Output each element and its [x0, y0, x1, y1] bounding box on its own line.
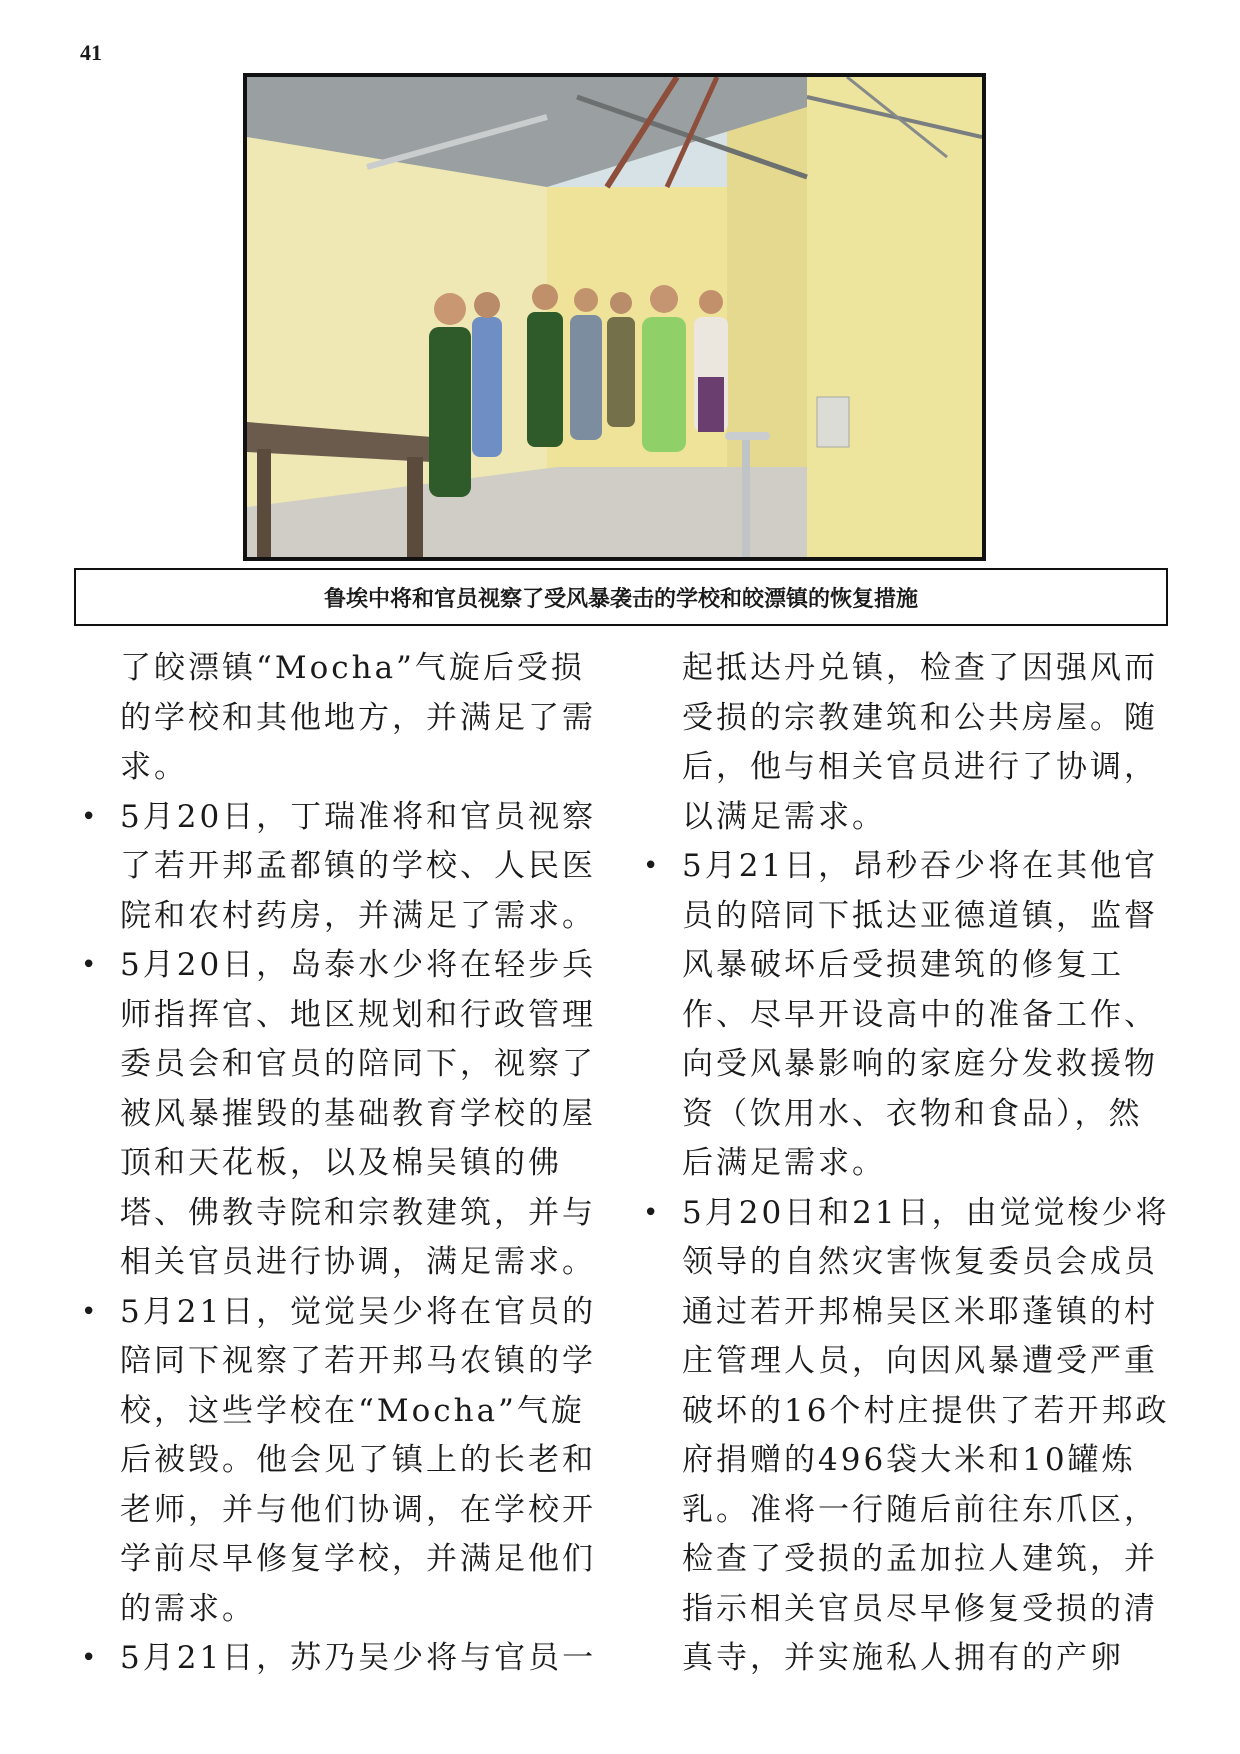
- line-text: 资（饮用水、衣物和食品），然: [682, 1095, 1143, 1132]
- text-line: [120, 1387, 610, 1437]
- text-line: [682, 892, 1172, 942]
- line-text: 指示相关官员尽早修复受损的清: [682, 1590, 1158, 1627]
- text-line: [120, 1486, 610, 1536]
- line-text: 师指挥官、地区规划和行政管理: [120, 996, 596, 1033]
- text-line: [120, 892, 610, 942]
- line-text: 破坏的16个村庄提供了若开邦政: [682, 1392, 1170, 1429]
- line-text: 起抵达丹兑镇，检查了因强风而: [682, 650, 1158, 686]
- text-line: [682, 1634, 1172, 1684]
- line-text: 以满足需求。: [682, 798, 886, 835]
- text-line: [682, 1535, 1172, 1585]
- left-column: [81, 644, 610, 1684]
- bullet-line: [81, 1634, 610, 1684]
- text-line: [682, 694, 1172, 744]
- bullet-line: [81, 793, 610, 843]
- line-text: 了皎漂镇“Mocha”气旋后受损: [120, 650, 585, 686]
- text-line: [120, 1585, 610, 1635]
- caption-text: 鲁埃中将和官员视察了受风暴袭击的学校和皎漂镇的恢复措施: [323, 586, 918, 612]
- news-photo: [243, 73, 986, 561]
- text-line: [120, 1139, 610, 1189]
- photo-caption: [74, 568, 1168, 626]
- line-text: 后满足需求。: [682, 1145, 886, 1181]
- text-line: [120, 1040, 610, 1090]
- bullet-icon: •: [81, 1296, 100, 1327]
- bullet-line: [81, 941, 610, 991]
- line-text: 府捐赠的496袋大米和10罐炼: [682, 1442, 1136, 1478]
- line-text: 领导的自然灾害恢复委员会成员: [682, 1244, 1158, 1280]
- line-text: 的需求。: [120, 1590, 256, 1627]
- text-line: [682, 1238, 1172, 1288]
- line-text: 向受风暴影响的家庭分发救援物: [682, 1046, 1158, 1082]
- text-line: [120, 743, 610, 793]
- bullet-icon: •: [643, 1197, 662, 1228]
- line-text: 的学校和其他地方，并满足了需: [120, 699, 596, 736]
- text-line: [682, 1337, 1172, 1387]
- line-text: 风暴破坏后受损建筑的修复工: [682, 947, 1124, 983]
- text-line: [120, 1189, 610, 1239]
- line-text: 受损的宗教建筑和公共房屋。随: [682, 699, 1158, 736]
- line-text: 员的陪同下抵达亚德道镇，监督: [682, 897, 1158, 934]
- line-text: 塔、佛教寺院和宗教建筑，并与: [120, 1194, 596, 1231]
- text-line: [682, 1486, 1172, 1536]
- line-text: 校，这些学校在“Mocha”气旋: [120, 1392, 585, 1429]
- bullet-line: [643, 842, 1172, 892]
- line-text: 陪同下视察了若开邦马农镇的学: [120, 1343, 596, 1379]
- line-text: 院和农村药房，并满足了需求。: [120, 897, 596, 934]
- text-line: [682, 1585, 1172, 1635]
- text-line: [682, 743, 1172, 793]
- text-line: [120, 842, 610, 892]
- bullet-icon: •: [81, 950, 100, 980]
- bullet-icon: •: [81, 801, 100, 832]
- bullet-line: [81, 1288, 610, 1338]
- text-line: [120, 694, 610, 744]
- text-line: [682, 644, 1172, 694]
- line-text: 求。: [120, 749, 188, 785]
- line-text: 了若开邦孟都镇的学校、人民医: [120, 848, 596, 884]
- line-text: 顶和天花板，以及棉吴镇的佛: [120, 1145, 562, 1181]
- text-line: [682, 1040, 1172, 1090]
- line-text: 作、尽早开设高中的准备工作、: [682, 996, 1158, 1033]
- text-line: [120, 1238, 610, 1288]
- line-text: 相关官员进行协调，满足需求。: [120, 1244, 596, 1280]
- line-text: 5月20日，岛泰水少将在轻步兵: [120, 947, 597, 983]
- line-text: 老师，并与他们协调，在学校开: [120, 1491, 596, 1528]
- text-line: [682, 1387, 1172, 1437]
- text-line: [682, 1436, 1172, 1486]
- line-text: 乳。准将一行随后前往东爪区，: [682, 1491, 1158, 1528]
- line-text: 真寺，并实施私人拥有的产卵: [682, 1640, 1124, 1676]
- line-text: 5月21日，觉觉吴少将在官员的: [120, 1293, 597, 1330]
- page-number: 41: [80, 40, 102, 65]
- bullet-icon: •: [643, 851, 662, 881]
- line-text: 后，他与相关官员进行了协调，: [682, 749, 1158, 785]
- line-text: 后被毁。他会见了镇上的长老和: [120, 1442, 596, 1478]
- text-line: [120, 1535, 610, 1585]
- line-text: 5月20日，丁瑞准将和官员视察: [120, 798, 597, 835]
- text-line: [120, 1436, 610, 1486]
- line-text: 5月21日，苏乃吴少将与官员一: [120, 1640, 597, 1676]
- bullet-icon: •: [81, 1643, 100, 1673]
- text-line: [682, 793, 1172, 843]
- text-line: [682, 1090, 1172, 1140]
- text-line: [120, 1090, 610, 1140]
- text-line: [120, 1337, 610, 1387]
- text-line: [682, 941, 1172, 991]
- line-text: 通过若开邦棉吴区米耶蓬镇的村: [682, 1293, 1158, 1330]
- line-text: 委员会和官员的陪同下，视察了: [120, 1046, 596, 1082]
- text-line: [682, 1288, 1172, 1338]
- photo-illustration: [247, 77, 982, 557]
- bullet-line: [643, 1189, 1172, 1239]
- text-line: [120, 644, 610, 694]
- text-line: [682, 1139, 1172, 1189]
- line-text: 庄管理人员，向因风暴遭受严重: [682, 1343, 1158, 1379]
- text-line: [120, 991, 610, 1041]
- line-text: 被风暴摧毁的基础教育学校的屋: [120, 1095, 596, 1132]
- line-text: 5月20日和21日，由觉觉梭少将: [682, 1194, 1170, 1231]
- line-text: 检查了受损的孟加拉人建筑，并: [682, 1541, 1158, 1577]
- right-column: [643, 644, 1172, 1684]
- line-text: 5月21日，昂秒吞少将在其他官: [682, 848, 1159, 884]
- line-text: 学前尽早修复学校，并满足他们: [120, 1541, 596, 1577]
- text-line: [682, 991, 1172, 1041]
